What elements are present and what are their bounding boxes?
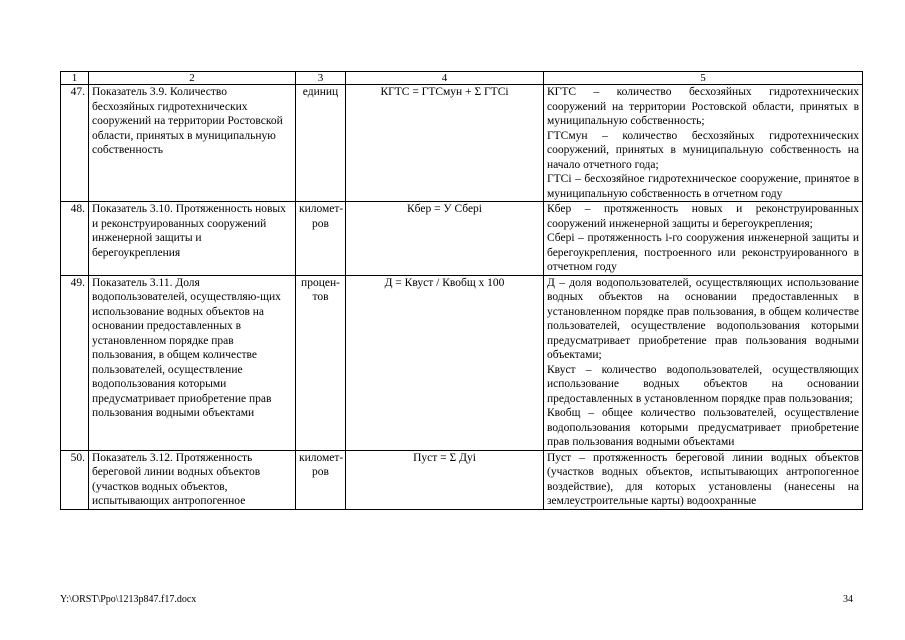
indicator-table: [60, 71, 863, 510]
row-number: 47.: [61, 85, 89, 202]
description-paragraph: КГТС – количество бесхозяйных гидротехнических сооружений на территории Ростовской области, принятых в муниципальную собственность;: [547, 86, 859, 127]
unit-cell: километ-ров: [296, 450, 346, 509]
formula-cell: Кбер = У Сберi: [346, 202, 544, 276]
header-cell: 3: [296, 72, 346, 85]
description-cell: [544, 85, 863, 202]
table-header-row: [61, 72, 863, 85]
description-paragraph: Квуст – количество водопользователей, осуществляющих использование водных объектов на основании предоставленных в установленном порядке прав пользования;: [547, 363, 859, 405]
row-number: 48.: [61, 202, 89, 276]
indicator-name: Показатель 3.10. Протяженность новых и реконструированных сооружений инженерной защиты и берегоукрепления: [89, 202, 296, 276]
header-cell: 5: [544, 72, 863, 85]
description-paragraph: Пуст – протяженность береговой линии водных объектов (участков водных объектов, испытывающих антропогенное воздействие), для которых установлены (нанесены на землеустроительные карты) водоохранные: [547, 451, 859, 507]
description-paragraph: Д – доля водопользователей, осуществляющих использование водных объектов на основании предоставленных в установленном порядке прав пользования, в общем количестве пользователей, осуществление водопользования которыми предусматривает приобретение прав пользования водными объектами;: [547, 276, 859, 361]
description-paragraph: Квобщ – общее количество пользователей, осуществление водопользования которыми предусматривает приобретение прав пользования водными объектами: [547, 407, 859, 448]
header-cell: 4: [346, 72, 544, 85]
row-number: 50.: [61, 450, 89, 509]
unit-cell: процен-тов: [296, 275, 346, 450]
description-paragraph: ГТСмун – количество бесхозяйных гидротехнических сооружений, принятых в муниципальную собственность на начало отчетного года;: [547, 129, 859, 171]
table-row: [61, 275, 863, 450]
indicator-name: Показатель 3.11. Доля водопользователей, осуществляю-щих использование водных объектов на основании предоставленных в установленном порядке прав пользования, в общем количестве пользователей, осуществление водопользования которыми предусматривает приобретение прав пользования водными объектами: [89, 275, 296, 450]
formula-cell: Д = Квуст / Квобщ х 100: [346, 275, 544, 450]
indicator-name: Показатель 3.9. Количество бесхозяйных гидротехнических сооружений на территории Ростовской области, принятых в муниципальную собственность: [89, 85, 296, 202]
row-number: 49.: [61, 275, 89, 450]
header-cell: 2: [89, 72, 296, 85]
formula-cell: КГТС = ГТСмун + Σ ГТСi: [346, 85, 544, 202]
description-paragraph: ГТСi – бесхозяйное гидротехническое сооружение, принятое в муниципальную собственность в отчетном году: [547, 173, 859, 200]
description-cell: [544, 450, 863, 509]
indicator-text: Показатель 3.12. Протяженность береговой линии водных объектов (участков водных объектов, испытывающих антропогенное: [92, 451, 261, 507]
description-cell: [544, 202, 863, 276]
table-row: [61, 85, 863, 202]
description-paragraph: Кбер – протяженность новых и реконструированных сооружений инженерной защиты и берегоукрепления;: [547, 203, 859, 230]
footer-file-path: Y:\ORST\Ppo\1213p847.f17.docx: [60, 594, 197, 605]
table-row: [61, 450, 863, 509]
unit-cell: единиц: [296, 85, 346, 202]
table-row: [61, 202, 863, 276]
unit-cell: километ-ров: [296, 202, 346, 276]
footer-page-number: 34: [843, 594, 853, 605]
indicator-name: [89, 450, 296, 509]
description-cell: [544, 275, 863, 450]
header-cell: 1: [61, 72, 89, 85]
formula-cell: Пуст = Σ Дуi: [346, 450, 544, 509]
description-paragraph: Сберi – протяженность i-го сооружения инженерной защиты и берегоукрепления, построенного или реконструированного в отчетном году: [547, 232, 859, 273]
